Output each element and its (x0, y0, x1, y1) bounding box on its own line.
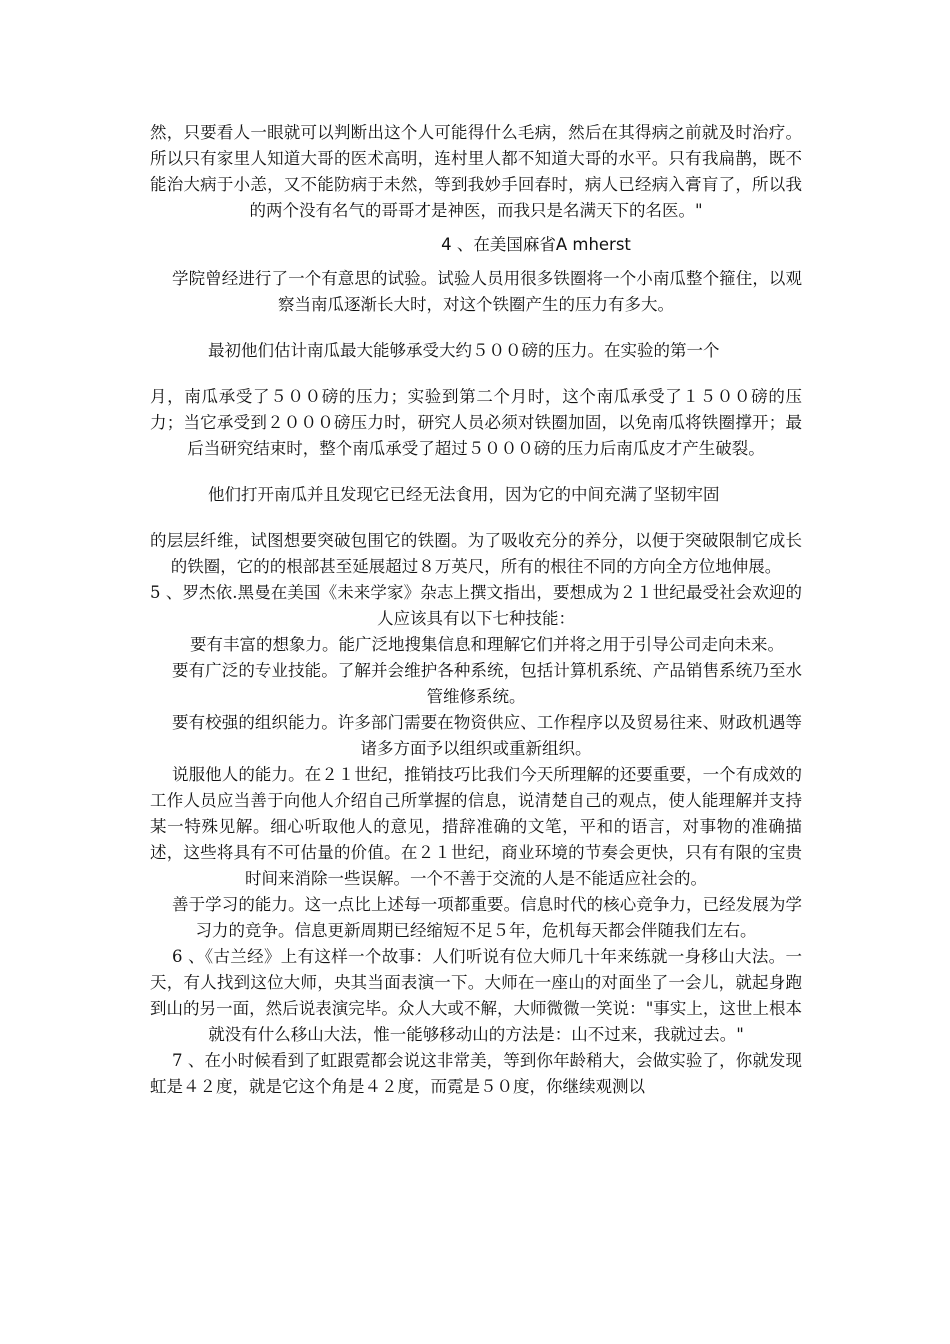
paragraph-skill-professional: 要有广泛的专业技能。了解并会维护各种系统，包括计算机系统、产品销售系统乃至水管维修系统。 (172, 661, 802, 706)
document-page (150, 120, 802, 1100)
paragraph-skill-learning: 善于学习的能力。这一点比上述每一项都重要。信息时代的核心竞争力，已经发展为学习力的竞争。信息更新周期已经缩短不足５年，危机每天都会伴随我们左右。 (172, 895, 802, 940)
paragraph-quran-story: 6 、《古兰经》上有这样一个故事：人们听说有位大师几十年来练就一身移山大法。一天，有人找到这位大师，央其当面表演一下。大师在一座山的对面坐了一会儿，就起身跑到山的另一面，然后说表演完毕。众人大或不解，大师微微一笑说："事实上，这世上根本就没有什么移山大法，惟一能够移动山的方法是：山不过来，我就过去。" (150, 947, 802, 1044)
heading-section-4: 4 、在美国麻省A mherst (441, 235, 631, 254)
paragraph-pumpkin-opened: 他们打开南瓜并且发现它已经无法食用，因为它的中间充满了坚韧牢固 (208, 485, 720, 504)
paragraph-skill-imagination: 要有丰富的想象力。能广泛地搜集信息和理解它们并将之用于引导公司走向未来。 (190, 635, 784, 654)
paragraph-seven-skills-intro: 5 、罗杰依.黑曼在美国《未来学家》杂志上撰文指出，要想成为２１世纪最受社会欢迎的人应该具有以下七种技能： (150, 583, 802, 628)
paragraph-skill-organization: 要有校强的组织能力。许多部门需要在物资供应、工作程序以及贸易往来、财政机遇等诸多方面予以组织或重新组织。 (172, 713, 802, 758)
paragraph-bianque-ending: 然，只要看人一眼就可以判断出这个人可能得什么毛病，然后在其得病之前就及时治疗。所以只有家里人知道大哥的医术高明，连村里人都不知道大哥的水平。只有我扁鹊，既不能治大病于小恙，又不能防病于未然，等到我妙手回春时，病人已经病入膏肓了，所以我的两个没有名气的哥哥才是神医，而我只是名满天下的名医。" (150, 123, 802, 220)
paragraph-rainbow: 7 、在小时候看到了虹跟霓都会说这非常美，等到你年龄稍大，会做实验了，你就发现虹是４２度，就是它这个角是４２度，而霓是５０度，你继续观测以 (150, 1051, 802, 1096)
paragraph-skill-persuasion: 说服他人的能力。在２１世纪，推销技巧比我们今天所理解的还要重要，一个有成效的工作人员应当善于向他人介绍自己所掌握的信息，说清楚自己的观点，使人能理解并支持某一特殊见解。细心听取他人的意见，措辞准确的文笔，平和的语言，对事物的准确描述，这些将具有不可估量的价值。在２１世纪，商业环境的节奏会更快，只有有限的宝贵时间来消除一些误解。一个不善于交流的人是不能适应社会的。 (150, 765, 802, 888)
paragraph-pumpkin-estimate: 最初他们估计南瓜最大能够承受大约５００磅的压力。在实验的第一个 (208, 341, 720, 360)
paragraph-pumpkin-roots: 的层层纤维，试图想要突破包围它的铁圈。为了吸收充分的养分，以便于突破限制它成长的铁圈，它的的根部甚至延展超过８万英尺，所有的根往不同的方向全方位地伸展。 (150, 531, 802, 576)
paragraph-pumpkin-intro: 学院曾经进行了一个有意思的试验。试验人员用很多铁圈将一个小南瓜整个箍住，以观察当南瓜逐渐长大时，对这个铁圈产生的压力有多大。 (172, 269, 802, 314)
paragraph-pumpkin-pressure: 月，南瓜承受了５００磅的压力；实验到第二个月时，这个南瓜承受了１５００磅的压力；当它承受到２０００磅压力时，研究人员必须对铁圈加固，以免南瓜将铁圈撑开；最后当研究结束时，整个南瓜承受了超过５０００磅的压力后南瓜皮才产生破裂。 (150, 387, 802, 458)
